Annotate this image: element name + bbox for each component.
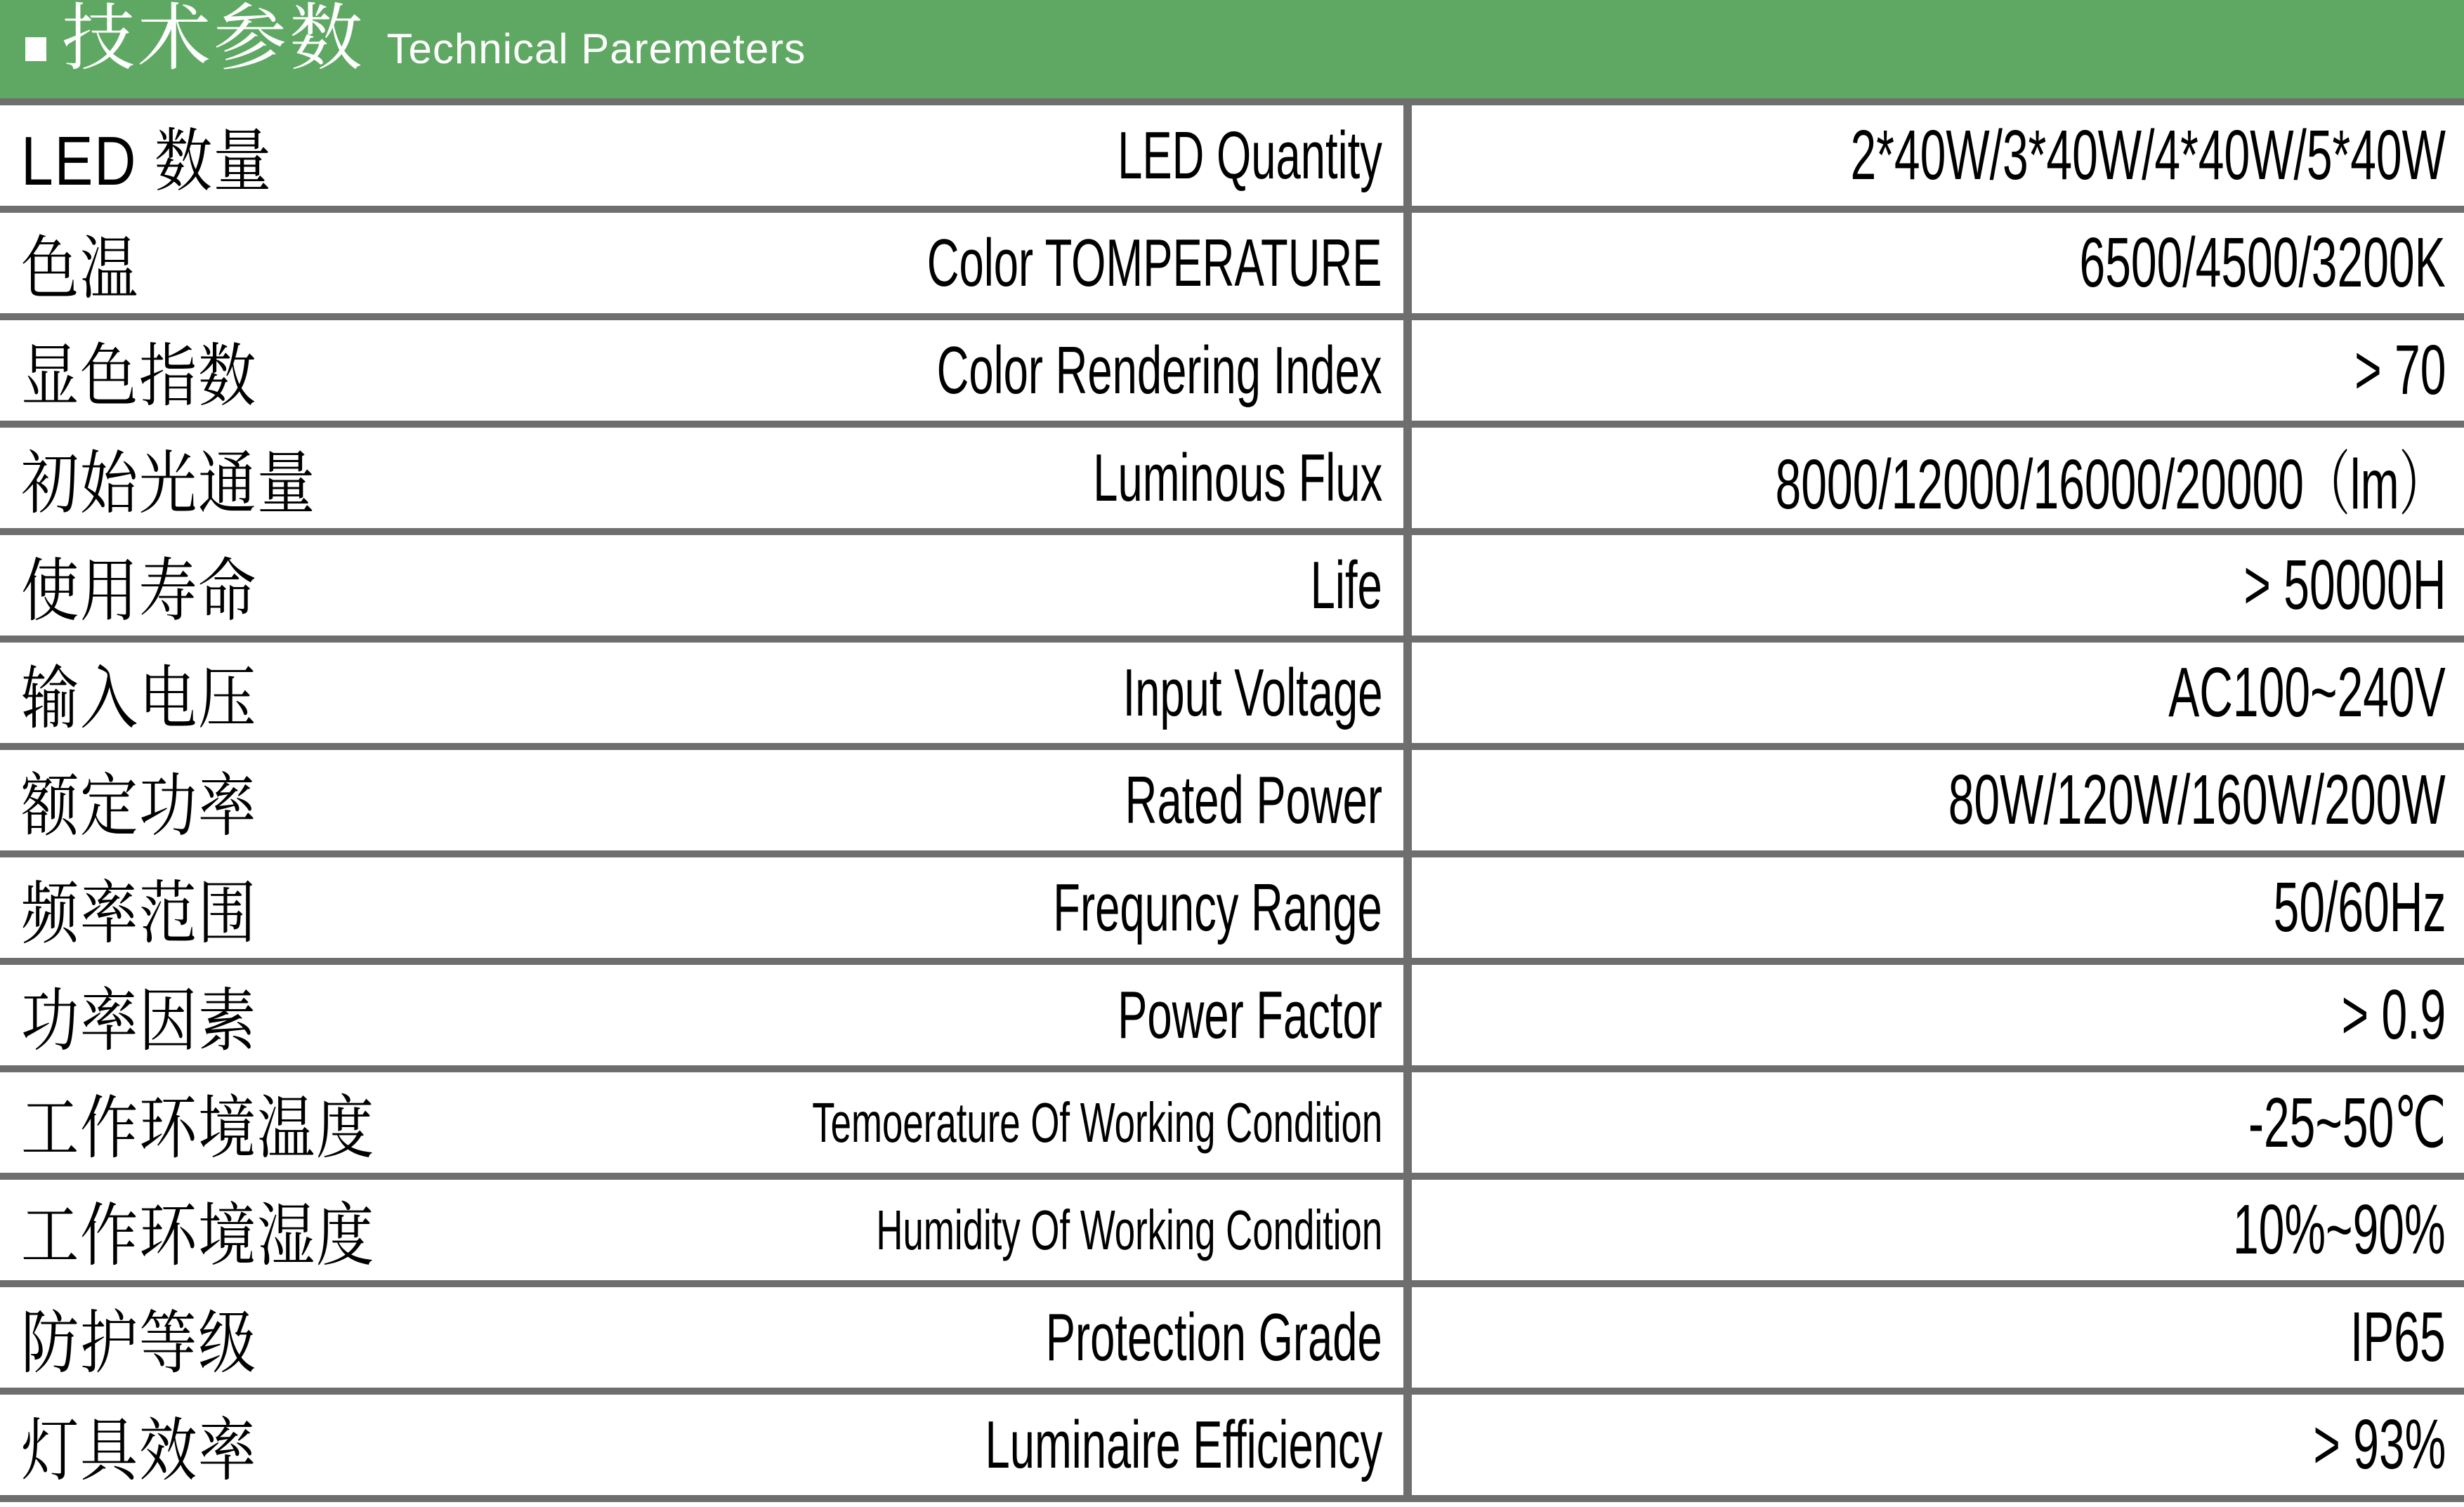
param-name-en-cell [631,535,1412,636]
param-name-cn: 防护等级 [21,1304,258,1381]
param-name-en: Frequncy Range [1053,869,1382,945]
param-name-cn-cell [0,105,631,206]
param-value-cell [1412,1180,2464,1280]
param-value: > 50000H [2243,546,2446,624]
table-row [0,213,2464,320]
table-row [0,535,2464,643]
table-row [0,857,2464,965]
param-name-cn-cell [0,213,631,313]
param-name-en: Power Factor [1118,977,1382,1053]
param-value: > 93% [2313,1405,2446,1484]
param-name-en: Protection Grade [1046,1299,1382,1375]
table-row [0,1395,2464,1502]
param-value-cell [1412,213,2464,313]
param-name-en-cell [631,1287,1412,1388]
section-header [0,0,2464,105]
param-name-en-cell [631,1180,1412,1280]
param-name-en: Input Voltage [1122,654,1382,730]
param-name-cn-cell [0,643,631,743]
param-name-cn-cell [0,428,631,528]
table-row [0,320,2464,428]
param-value: 80W/120W/160W/200W [1948,761,2446,839]
param-name-en: Humidity Of Working Condition [876,1198,1382,1261]
param-name-en-cell [631,857,1412,958]
param-value-cell [1412,105,2464,206]
param-value: -25~50℃ [2248,1084,2446,1162]
param-value: 8000/12000/16000/20000（lm） [1775,445,2446,524]
param-value: IP65 [2350,1298,2446,1376]
param-name-cn: 显色指数 [21,337,258,414]
param-value: 6500/4500/3200K [2079,223,2446,302]
param-name-en: Life [1310,547,1382,623]
table-row [0,750,2464,857]
param-name-cn-cell [0,965,631,1065]
param-value-cell [1412,1072,2464,1173]
param-value-cell [1412,643,2464,743]
param-value-cell [1412,1395,2464,1495]
param-name-cn: 使用寿命 [21,552,258,629]
param-name-en: Luminaire Efficiency [985,1407,1382,1482]
param-value-cell [1412,750,2464,850]
param-value: 10%~90% [2233,1190,2446,1269]
param-value-cell [1412,535,2464,636]
param-name-cn: 额定功率 [21,767,258,844]
param-name-en-cell [631,1395,1412,1495]
param-name-cn-cell [0,1287,631,1388]
param-value: 50/60Hz [2273,868,2446,947]
param-name-en-cell [631,750,1412,850]
param-name-cn-cell [0,320,631,421]
table-row [0,428,2464,535]
param-name-en: Luminous Flux [1092,440,1382,515]
param-value: > 70 [2354,331,2446,409]
param-name-en-cell [631,643,1412,743]
param-name-cn-cell [0,857,631,958]
table-row [0,965,2464,1072]
param-value-cell [1412,428,2464,528]
param-name-cn: 功率因素 [21,982,258,1059]
table-row [0,1180,2464,1287]
param-name-cn-cell [0,750,631,850]
table-row [0,105,2464,213]
param-name-cn: 灯具效率 [21,1411,258,1489]
section-title [62,0,806,110]
square-bullet-icon [25,37,46,61]
param-name-cn-cell [0,1395,631,1495]
param-name-cn-cell [0,1072,631,1173]
param-name-cn: 输入电压 [21,659,258,737]
param-name-en-cell [631,105,1412,206]
param-name-cn: 频率范围 [21,874,258,952]
param-name-en: Color TOMPERATURE [927,225,1382,301]
param-value: AC100~240V [2168,653,2446,732]
param-value: > 0.9 [2341,975,2446,1054]
param-value-cell [1412,1287,2464,1388]
param-name-cn-cell [0,1180,631,1280]
param-name-en: Temoerature Of Working Condition [812,1091,1382,1154]
table-row [0,643,2464,750]
param-value-cell [1412,965,2464,1065]
param-name-cn: 工作环境温度 [21,1089,376,1166]
param-name-cn: 工作环境湿度 [21,1197,376,1274]
param-name-en-cell [631,1072,1412,1173]
section-title-zh: 技术参数 [62,0,366,79]
table-row [0,1287,2464,1395]
param-value-cell [1412,320,2464,421]
param-value-cell [1412,857,2464,958]
param-name-cn: LED 数量 [21,122,273,199]
param-name-en-cell [631,428,1412,528]
section-title-en: Technical Paremeters [386,25,806,72]
param-name-en-cell [631,320,1412,421]
param-name-en-cell [631,213,1412,313]
param-name-en-cell [631,965,1412,1065]
param-name-cn: 色温 [21,230,140,307]
technical-parameters-table [0,105,2464,1502]
param-name-cn: 初始光通量 [21,445,317,522]
param-name-en: LED Quantity [1118,117,1382,193]
param-name-cn-cell [0,535,631,636]
param-value: 2*40W/3*40W/4*40W/5*40W [1850,116,2446,195]
param-name-en: Color Rendering Index [937,332,1382,408]
param-name-en: Rated Power [1125,762,1382,838]
table-row [0,1072,2464,1180]
